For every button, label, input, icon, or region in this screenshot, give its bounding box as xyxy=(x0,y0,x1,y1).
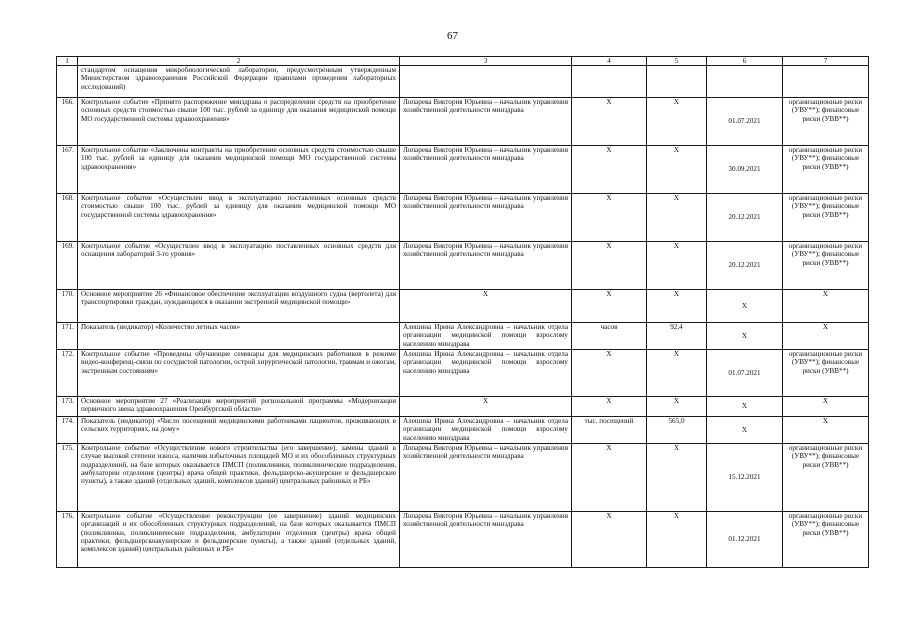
responsible-person: Лопарева Виктория Юрьевна – начальник управления хозяйственной деятельности минздрава xyxy=(400,98,572,146)
event-text: Контрольное событие «Проведены обучающие семинары для медицинских работников в режиме видео-конференц-связи по сосудистой патологии, острой хирургической патологии, травмам и ожогам, экстренным состояниям» xyxy=(78,350,400,397)
event-text: Контрольное событие «Осуществлен ввод в эксплуатацию поставленных основных средств для оснащения лабораторий 3-го уровня» xyxy=(78,242,400,290)
unit-cell: Х xyxy=(572,444,647,512)
row-number: 173. xyxy=(57,397,78,417)
row-number: 167. xyxy=(57,146,78,194)
unit-cell: тыс. посещений xyxy=(572,417,647,444)
date-cell: 01.07.2021 xyxy=(707,98,783,146)
date-cell: 30.09.2021 xyxy=(707,146,783,194)
unit-cell: Х xyxy=(572,512,647,568)
unit-cell: Х xyxy=(572,397,647,417)
value-cell: Х xyxy=(647,397,707,417)
value-cell: Х xyxy=(647,98,707,146)
row-number: 171. xyxy=(57,323,78,350)
page-number: 67 xyxy=(447,30,458,42)
event-text: Контрольное событие «Заключены контракты на приобретение основных средств стоимостью свыше 100 тыс. рублей за единицу для оказания медицинской помощи МО государственной системы здравоохранения» xyxy=(78,146,400,194)
row-number: 170. xyxy=(57,290,78,323)
risk-cell: организационные риски (УВУ**); финансовые риски (УВВ**) xyxy=(783,242,869,290)
value-cell: Х xyxy=(647,512,707,568)
date-cell: 20.12.2021 xyxy=(707,242,783,290)
column-header: 7 xyxy=(783,57,869,66)
risk-cell: организационные риски (УВУ**); финансовые риски (УВВ**) xyxy=(783,444,869,512)
unit-cell xyxy=(572,66,647,98)
risk-cell: Х xyxy=(783,290,869,323)
value-cell: Х xyxy=(647,444,707,512)
unit-cell: Х xyxy=(572,98,647,146)
date-cell: 01.12.2021 xyxy=(707,512,783,568)
column-header: 5 xyxy=(647,57,707,66)
value-cell: Х xyxy=(647,146,707,194)
risk-cell: организационные риски (УВУ**); финансовые риски (УВВ**) xyxy=(783,512,869,568)
risk-cell: организационные риски (УВУ**); финансовые риски (УВВ**) xyxy=(783,194,869,242)
table-row xyxy=(57,242,869,290)
event-text: Основное мероприятие 26 «Финансовое обеспечение эксплуатации воздушного судна (вертолета) для транспортировки граждан, нуждающихся в оказании экстренной медицинской помощи» xyxy=(78,290,400,323)
risk-cell: организационные риски (УВУ**); финансовые риски (УВВ**) xyxy=(783,146,869,194)
table-row xyxy=(57,350,869,397)
event-text: Контрольное событие «Осуществление нового строительства (его завершение), замены зданий в случае высокой степени износа, наличия избыточных площадей МО и их обособленных структурных подразделений, на базе которых оказывается ПМСП (поликлиники, поликлинические подразделения, амбулатории отделения (центры) врача общей практики, фельдшерско-акушерские и фельдшерские пункты), а также зданий (отдельных зданий, комплексов зданий) центральных районных и РБ» xyxy=(78,444,400,512)
table-row xyxy=(57,98,869,146)
unit-cell: часов xyxy=(572,323,647,350)
row-number: 175. xyxy=(57,444,78,512)
table-row xyxy=(57,194,869,242)
row-number: 169. xyxy=(57,242,78,290)
value-cell: Х xyxy=(647,350,707,397)
event-text: Контрольное событие «Принято распоряжение минздрава о распределении средств на приобретение основных средств стоимостью свыше 100 тыс. рублей за единицу для оказания медицинской помощи МО государственной системы здравоохранения» xyxy=(78,98,400,146)
responsible-person xyxy=(400,66,572,98)
column-header: 3 xyxy=(400,57,572,66)
unit-cell: Х xyxy=(572,242,647,290)
responsible-person: Алешина Ирина Александровна – начальник отдела организации медицинской помощи взрослому населению минздрава xyxy=(400,350,572,397)
table-row xyxy=(57,146,869,194)
date-cell: 01.07.2021 xyxy=(707,350,783,397)
unit-cell: Х xyxy=(572,290,647,323)
responsible-person: Лопарева Виктория Юрьевна – начальник управления хозяйственной деятельности минздрава xyxy=(400,146,572,194)
row-number: 172. xyxy=(57,350,78,397)
responsible-person: Лопарева Виктория Юрьевна – начальник управления хозяйственной деятельности минздрава xyxy=(400,242,572,290)
table-row xyxy=(57,66,869,98)
responsible-person: Лопарева Виктория Юрьевна – начальник управления хозяйственной деятельности минздрава xyxy=(400,512,572,568)
risk-cell: организационные риски (УВУ**); финансовые риски (УВВ**) xyxy=(783,350,869,397)
risk-cell: Х xyxy=(783,397,869,417)
value-cell: 92,4 xyxy=(647,323,707,350)
column-header: 1 xyxy=(57,57,78,66)
table-row xyxy=(57,323,869,350)
unit-cell: Х xyxy=(572,350,647,397)
responsible-person: Лопарева Виктория Юрьевна – начальник управления хозяйственной деятельности минздрава xyxy=(400,194,572,242)
event-text: Контрольное событие «Осуществлен ввод в эксплуатацию поставленных основных средств стоимостью свыше 100 тыс. рублей за единицу для оказания медицинской помощи МО государственной системы здравоохранения» xyxy=(78,194,400,242)
date-cell: 15.12.2021 xyxy=(707,444,783,512)
table-row xyxy=(57,417,869,444)
row-number: 166. xyxy=(57,98,78,146)
value-cell xyxy=(647,66,707,98)
date-cell: Х xyxy=(707,290,783,323)
column-header: 4 xyxy=(572,57,647,66)
responsible-person: Алешина Ирина Александровна – начальник отдела организации медицинской помощи взрослому населению минздрава xyxy=(400,323,572,350)
value-cell: Х xyxy=(647,290,707,323)
event-text: Показатель (индикатор) «Число посещений медицинскими работниками пациентов, проживающих в сельских территориях, на дому» xyxy=(78,417,400,444)
date-cell: Х xyxy=(707,323,783,350)
responsible-person: Лопарева Виктория Юрьевна – начальник управления хозяйственной деятельности минздрава xyxy=(400,444,572,512)
value-cell: 565,0 xyxy=(647,417,707,444)
value-cell: Х xyxy=(647,242,707,290)
value-cell: Х xyxy=(647,194,707,242)
row-number: 176. xyxy=(57,512,78,568)
risk-cell xyxy=(783,66,869,98)
date-cell: 20.12.2021 xyxy=(707,194,783,242)
column-header: 2 xyxy=(78,57,400,66)
plan-table xyxy=(56,56,869,568)
responsible-person: Х xyxy=(400,397,572,417)
row-number: 168. xyxy=(57,194,78,242)
event-text: Показатель (индикатор) «Количество летных часов» xyxy=(78,323,400,350)
event-text: Контрольное событие «Осуществление реконструкции (ее завершение) зданий медицинских организаций и их обособленных структурных подразделений, на базе которых оказывается ПМСП (поликлиники, поликлинические подразделения, амбулатории отделения (центры) врача общей практики, фельдшерскоакушерские и фельдшерские пункты), а также зданий (отдельных зданий, комплексов зданий) центральных районных и РБ» xyxy=(78,512,400,568)
date-cell: Х xyxy=(707,397,783,417)
event-text: стандартом оснащения микробиологической лаборатории, предусмотренным утвержденным Министерством здравоохранения Российской Федерации правилами проведения лабораторных исследований) xyxy=(78,66,400,98)
table-row xyxy=(57,512,869,568)
risk-cell: организационные риски (УВУ**); финансовые риски (УВВ**) xyxy=(783,98,869,146)
date-cell: Х xyxy=(707,417,783,444)
table-row xyxy=(57,397,869,417)
table-row xyxy=(57,444,869,512)
responsible-person: Х xyxy=(400,290,572,323)
risk-cell: Х xyxy=(783,323,869,350)
column-header: 6 xyxy=(707,57,783,66)
risk-cell: Х xyxy=(783,417,869,444)
row-number xyxy=(57,66,78,98)
unit-cell: Х xyxy=(572,194,647,242)
unit-cell: Х xyxy=(572,146,647,194)
responsible-person: Алешина Ирина Александровна – начальник отдела организации медицинской помощи взрослому населению минздрава xyxy=(400,417,572,444)
event-text: Основное мероприятие 27 «Реализация мероприятий региональной программы «Модернизация первичного звена здравоохранения Оренбургской области» xyxy=(78,397,400,417)
row-number: 174. xyxy=(57,417,78,444)
date-cell xyxy=(707,66,783,98)
header-row xyxy=(57,57,869,66)
table-row xyxy=(57,290,869,323)
